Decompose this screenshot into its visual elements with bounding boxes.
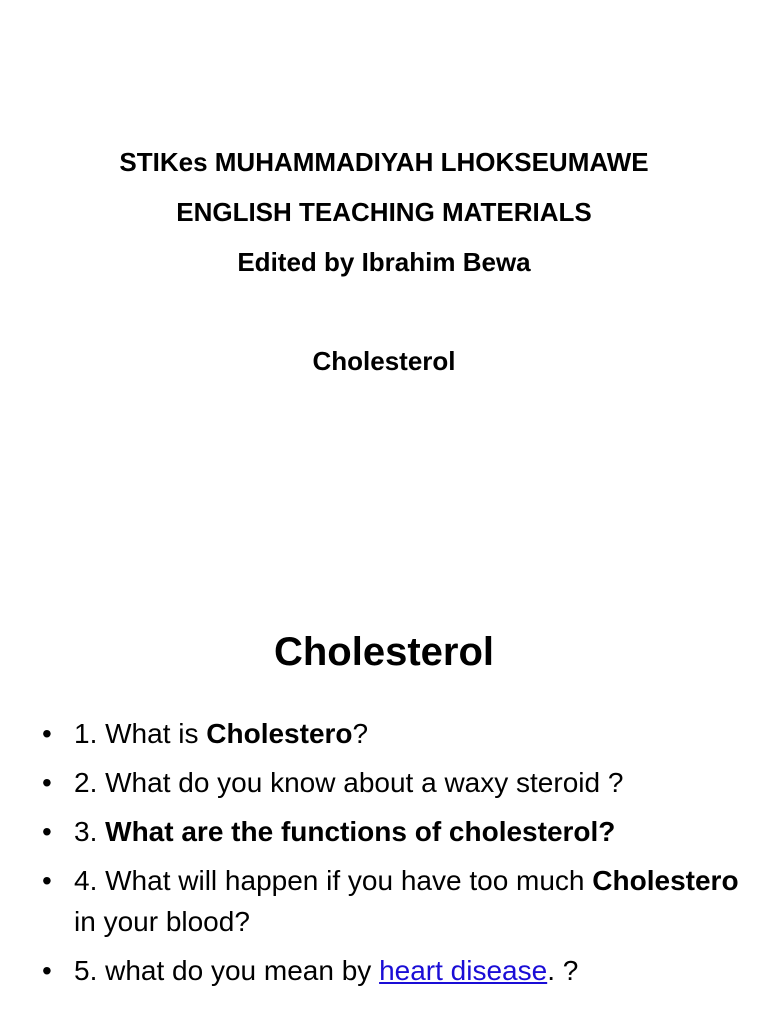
topic-title: Cholesterol: [312, 346, 456, 376]
materials-title: ENGLISH TEACHING MATERIALS: [176, 197, 592, 227]
question-3-prefix: 3.: [74, 816, 106, 847]
slide-heading: Cholesterol: [273, 630, 495, 674]
bullet-icon: •: [42, 865, 52, 896]
question-4-prefix: 4. What will happen if you have too much: [74, 865, 593, 896]
question-item-4: [42, 860, 742, 942]
topic-block: [0, 336, 768, 386]
heart-disease-link[interactable]: heart disease: [379, 955, 548, 986]
question-4-bold: Cholestero: [592, 865, 739, 896]
bullet-icon: •: [42, 955, 52, 986]
title-block: [0, 137, 768, 287]
question-5-prefix: 5. what do you mean by: [74, 955, 380, 986]
editor-line: Edited by Ibrahim Bewa: [237, 247, 531, 277]
bullet-icon: •: [42, 718, 52, 749]
question-item-1: [42, 713, 742, 754]
question-list: [42, 713, 742, 999]
question-2-text: 2. What do you know about a waxy steroid ?: [74, 767, 624, 798]
question-1-bold: Cholestero: [206, 718, 353, 749]
question-4-suffix: in your blood?: [74, 906, 250, 937]
institution-title: STIKes MUHAMMADIYAH LHOKSEUMAWE: [119, 147, 649, 177]
question-3-bold: What are the functions of cholesterol?: [105, 816, 616, 847]
question-item-3: [42, 811, 742, 852]
bullet-icon: •: [42, 816, 52, 847]
question-1-prefix: 1. What is: [74, 718, 207, 749]
question-1-suffix: ?: [352, 718, 369, 749]
bullet-icon: •: [42, 767, 52, 798]
question-item-5: [42, 950, 742, 991]
question-item-2: [42, 762, 742, 803]
question-5-suffix: . ?: [547, 955, 579, 986]
questions-slide: [0, 512, 768, 1024]
